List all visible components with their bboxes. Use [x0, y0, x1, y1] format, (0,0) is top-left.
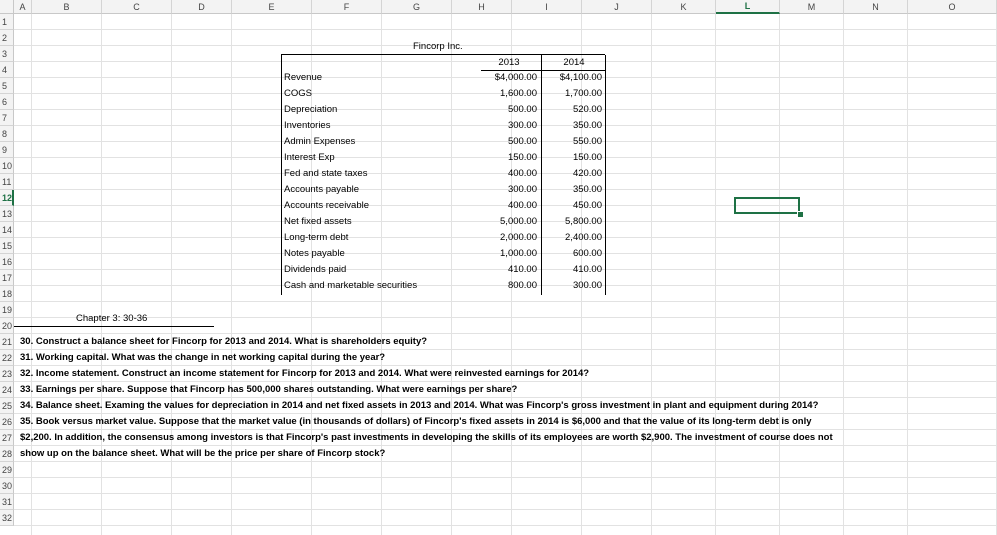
year-2013-header[interactable]: 2013 — [498, 57, 520, 68]
table-row-label[interactable]: Inventories — [284, 120, 331, 131]
column-header-c[interactable]: C — [102, 0, 172, 14]
row-header-29[interactable]: 29 — [0, 462, 14, 478]
row-header-7[interactable]: 7 — [0, 110, 14, 126]
table-value-2013[interactable]: 400.00 — [507, 168, 537, 179]
row-header-10[interactable]: 10 — [0, 158, 14, 174]
row-header-31[interactable]: 31 — [0, 494, 14, 510]
row-header-16[interactable]: 16 — [0, 254, 14, 270]
question-line[interactable]: 30. Construct a balance sheet for Fincorp for 2013 and 2014. What is shareholders equity? — [20, 336, 428, 347]
table-value-2013[interactable]: 1,000.00 — [500, 248, 537, 259]
column-header-d[interactable]: D — [172, 0, 232, 14]
column-header-k[interactable]: K — [652, 0, 716, 14]
table-row-label[interactable]: Revenue — [284, 72, 323, 83]
table-value-2013[interactable]: 1,600.00 — [500, 88, 537, 99]
row-header-12[interactable]: 12 — [0, 190, 14, 206]
table-value-2013[interactable]: 500.00 — [507, 104, 537, 115]
row-header-4[interactable]: 4 — [0, 62, 14, 78]
table-value-2013[interactable]: 150.00 — [507, 152, 537, 163]
column-header-a[interactable]: A — [14, 0, 32, 14]
row-header-13[interactable]: 13 — [0, 206, 14, 222]
table-value-2014[interactable]: 420.00 — [572, 168, 602, 179]
column-header-h[interactable]: H — [452, 0, 512, 14]
table-right-border — [605, 55, 606, 295]
table-value-2014[interactable]: 5,800.00 — [565, 216, 602, 227]
column-header-o[interactable]: O — [908, 0, 997, 14]
table-value-2014[interactable]: 2,400.00 — [565, 232, 602, 243]
table-value-2014[interactable]: 600.00 — [572, 248, 602, 259]
row-header-20[interactable]: 20 — [0, 318, 14, 334]
table-value-2013[interactable]: $4,000.00 — [494, 72, 537, 83]
table-row-label[interactable]: Cash and marketable securities — [284, 280, 418, 291]
table-value-2013[interactable]: 500.00 — [507, 136, 537, 147]
row-header-27[interactable]: 27 — [0, 430, 14, 446]
table-value-2013[interactable]: 5,000.00 — [500, 216, 537, 227]
row-header-11[interactable]: 11 — [0, 174, 14, 190]
row-header-15[interactable]: 15 — [0, 238, 14, 254]
select-all-corner[interactable] — [0, 0, 14, 14]
table-row-label[interactable]: Dividends paid — [284, 264, 347, 275]
table-value-2013[interactable]: 2,000.00 — [500, 232, 537, 243]
table-row-label[interactable]: Accounts receivable — [284, 200, 370, 211]
fill-handle[interactable] — [797, 211, 804, 218]
row-header-3[interactable]: 3 — [0, 46, 14, 62]
column-header-j[interactable]: J — [582, 0, 652, 14]
year-2014-header[interactable]: 2014 — [563, 57, 585, 68]
table-row-label[interactable]: Notes payable — [284, 248, 345, 259]
question-line[interactable]: 32. Income statement. Construct an income statement for Fincorp for 2013 and 2014. What were reinvested earnings for 2014? — [20, 368, 590, 379]
table-value-2014[interactable]: 450.00 — [572, 200, 602, 211]
table-value-2013[interactable]: 300.00 — [507, 120, 537, 131]
row-header-28[interactable]: 28 — [0, 446, 14, 462]
question-line[interactable]: $2,200. In addition, the consensus among investors is that Fincorp's past investments in developing the skills of its employees are worth $2,900. The investment of course does not — [20, 432, 833, 443]
row-header-30[interactable]: 30 — [0, 478, 14, 494]
column-header-f[interactable]: F — [312, 0, 382, 14]
table-value-2013[interactable]: 800.00 — [507, 280, 537, 291]
chapter-underline — [14, 326, 214, 327]
column-header-m[interactable]: M — [780, 0, 844, 14]
column-header-b[interactable]: B — [32, 0, 102, 14]
table-value-2013[interactable]: 400.00 — [507, 200, 537, 211]
column-header-n[interactable]: N — [844, 0, 908, 14]
table-value-2014[interactable]: $4,100.00 — [559, 72, 602, 83]
table-value-2013[interactable]: 300.00 — [507, 184, 537, 195]
chapter-label[interactable]: Chapter 3: 30-36 — [76, 313, 148, 324]
table-value-2014[interactable]: 520.00 — [572, 104, 602, 115]
row-header-21[interactable]: 21 — [0, 334, 14, 350]
table-value-2013[interactable]: 410.00 — [507, 264, 537, 275]
row-header-22[interactable]: 22 — [0, 350, 14, 366]
table-left-border — [281, 55, 282, 295]
table-value-2014[interactable]: 350.00 — [572, 120, 602, 131]
row-header-17[interactable]: 17 — [0, 270, 14, 286]
column-header-l[interactable]: L — [716, 0, 780, 14]
row-header-14[interactable]: 14 — [0, 222, 14, 238]
table-value-2014[interactable]: 410.00 — [572, 264, 602, 275]
row-header-5[interactable]: 5 — [0, 78, 14, 94]
table-value-2014[interactable]: 1,700.00 — [565, 88, 602, 99]
question-line[interactable]: show up on the balance sheet. What will be the price per share of Fincorp stock? — [20, 448, 386, 459]
row-header-25[interactable]: 25 — [0, 398, 14, 414]
table-row-label[interactable]: Interest Exp — [284, 152, 335, 163]
row-header-1[interactable]: 1 — [0, 14, 14, 30]
column-header-e[interactable]: E — [232, 0, 312, 14]
question-line[interactable]: 35. Book versus market value. Suppose that the market value (in thousands of dollars) of Fincorp's fixed assets in 2014 is $6,000 and that the value of its long-term debt is only — [20, 416, 812, 427]
row-header-2[interactable]: 2 — [0, 30, 14, 46]
row-header-24[interactable]: 24 — [0, 382, 14, 398]
table-row-label[interactable]: Depreciation — [284, 104, 338, 115]
row-header-8[interactable]: 8 — [0, 126, 14, 142]
column-header-g[interactable]: G — [382, 0, 452, 14]
row-header-18[interactable]: 18 — [0, 286, 14, 302]
table-row-label[interactable]: Long-term debt — [284, 232, 349, 243]
table-value-2014[interactable]: 150.00 — [572, 152, 602, 163]
table-mid-border — [541, 55, 542, 295]
row-header-19[interactable]: 19 — [0, 302, 14, 318]
question-line[interactable]: 33. Earnings per share. Suppose that Fincorp has 500,000 shares outstanding. What were earnings per share? — [20, 384, 518, 395]
table-value-2014[interactable]: 300.00 — [572, 280, 602, 291]
table-value-2014[interactable]: 350.00 — [572, 184, 602, 195]
row-header-23[interactable]: 23 — [0, 366, 14, 382]
row-header-6[interactable]: 6 — [0, 94, 14, 110]
table-row-label[interactable]: Accounts payable — [284, 184, 359, 195]
row-header-26[interactable]: 26 — [0, 414, 14, 430]
row-header-9[interactable]: 9 — [0, 142, 14, 158]
column-header-i[interactable]: I — [512, 0, 582, 14]
table-row-label[interactable]: Net fixed assets — [284, 216, 352, 227]
table-row-label[interactable]: COGS — [284, 88, 312, 99]
question-line[interactable]: 34. Balance sheet. Examing the values for depreciation in 2014 and net fixed assets in 2013 and 2014. What was Fincorp's gross investment in plant and equipment during 2014? — [20, 400, 819, 411]
question-line[interactable]: 31. Working capital. What was the change in net working capital during the year? — [20, 352, 386, 363]
row-header-32[interactable]: 32 — [0, 510, 14, 526]
active-cell-L12[interactable] — [734, 197, 800, 214]
table-title[interactable]: Fincorp Inc. — [413, 41, 463, 52]
table-row-label[interactable]: Fed and state taxes — [284, 168, 368, 179]
table-value-2014[interactable]: 550.00 — [572, 136, 602, 147]
table-row-label[interactable]: Admin Expenses — [284, 136, 356, 147]
